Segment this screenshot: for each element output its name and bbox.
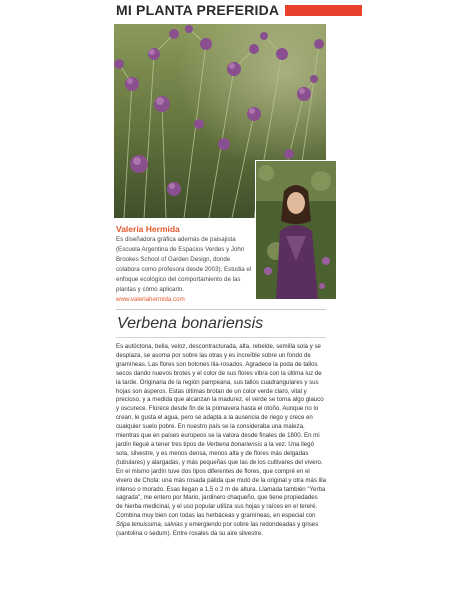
article-title: Verbena bonariensis <box>117 315 264 332</box>
portrait-photo <box>255 160 337 300</box>
author-name: Valeria Hermida <box>116 224 180 234</box>
author-description-text: Es diseñadora gráfica además de paisajista (Escuela Argentina de Espacios Verdes y John Brookes School of Garden Design, donde colabora como profesora desde 2003). Estudia el enfoque ecológico del comportamiento de las plantas y cómo aplicarlo. <box>116 236 252 293</box>
author-bio <box>116 224 254 305</box>
section-title: MI PLANTA PREFERIDA <box>116 2 280 18</box>
body-italic-run: Verbena bonariensis <box>206 440 263 448</box>
body-italic-run: Stipa tenuissima <box>116 521 161 529</box>
section-header <box>114 2 362 18</box>
article-body <box>116 343 326 539</box>
author-website-link[interactable]: www.valeriahermida.com <box>116 296 185 303</box>
body-text-run: Es autóctona, bella, veloz, descontracturada, alta, rebelde, semilla sola y se desplaza, se asoma por sobre las otras y es increíble sobre un fondo de gramíneas. Las flores son botones lila-rosados. Agradece la poda de tallos secos dando nuevos brotes y el color de sus flores vibra con la última luz de la tarde. Originaria de la región pampeana, sus tallos cuadrangulares y sus hojas son ásperos. Estas últimas brotan de un color verde claro, vital y precioso, y a medida que alcanzan la madurez, el verde se torna algo glauco y oscurece. Florece desde fin de la primavera hasta el otoño. Aunque no lo crean, le gusta el agua, pero se adapta a la ausencia de riego y crece en cualquier suelo pobre. En nuestro país se la consideraba una maleza, mientras que en países europeos se la valora desde finales de 1800. En mi jardín llegué a tener tres tipos de <box>116 343 324 448</box>
body-text-run: y emergiendo por sobre las redondeadas y grises (santolina o sedum). Entre rosales da su aire silvestre. <box>116 521 319 538</box>
title-divider <box>116 337 326 338</box>
article-paragraph <box>116 343 326 539</box>
body-text-run: , <box>160 521 165 529</box>
section-divider <box>116 309 326 310</box>
author-description <box>116 235 254 305</box>
header-accent-bar <box>285 5 362 16</box>
body-italic-run: salvias <box>164 521 183 529</box>
body-text-run: a la vez. Una llegó sola, silvestre, y es menos densa, menos alta y de flores más delgadas (tubulares) y alargadas, y más pequeñas que las de los cultivares del vivero. En el mismo jardín tuve dos tipos diferentes de flores, que compré en el vivero de Chola: una más rosada pálida que mutó de la original y otra más lila intenso o morado. Esas llegan a 1,5 o 2 m de altura. Llamada también "Yerba sagrada", me entero por Mario, jardinero chaqueño, que tiene propiedades de hierba medicinal, y el uso popular utiliza sus hojas y raíces en el tereré. Combina muy bien con todas las herbáceas y gramíneas, en especial con <box>116 440 327 520</box>
